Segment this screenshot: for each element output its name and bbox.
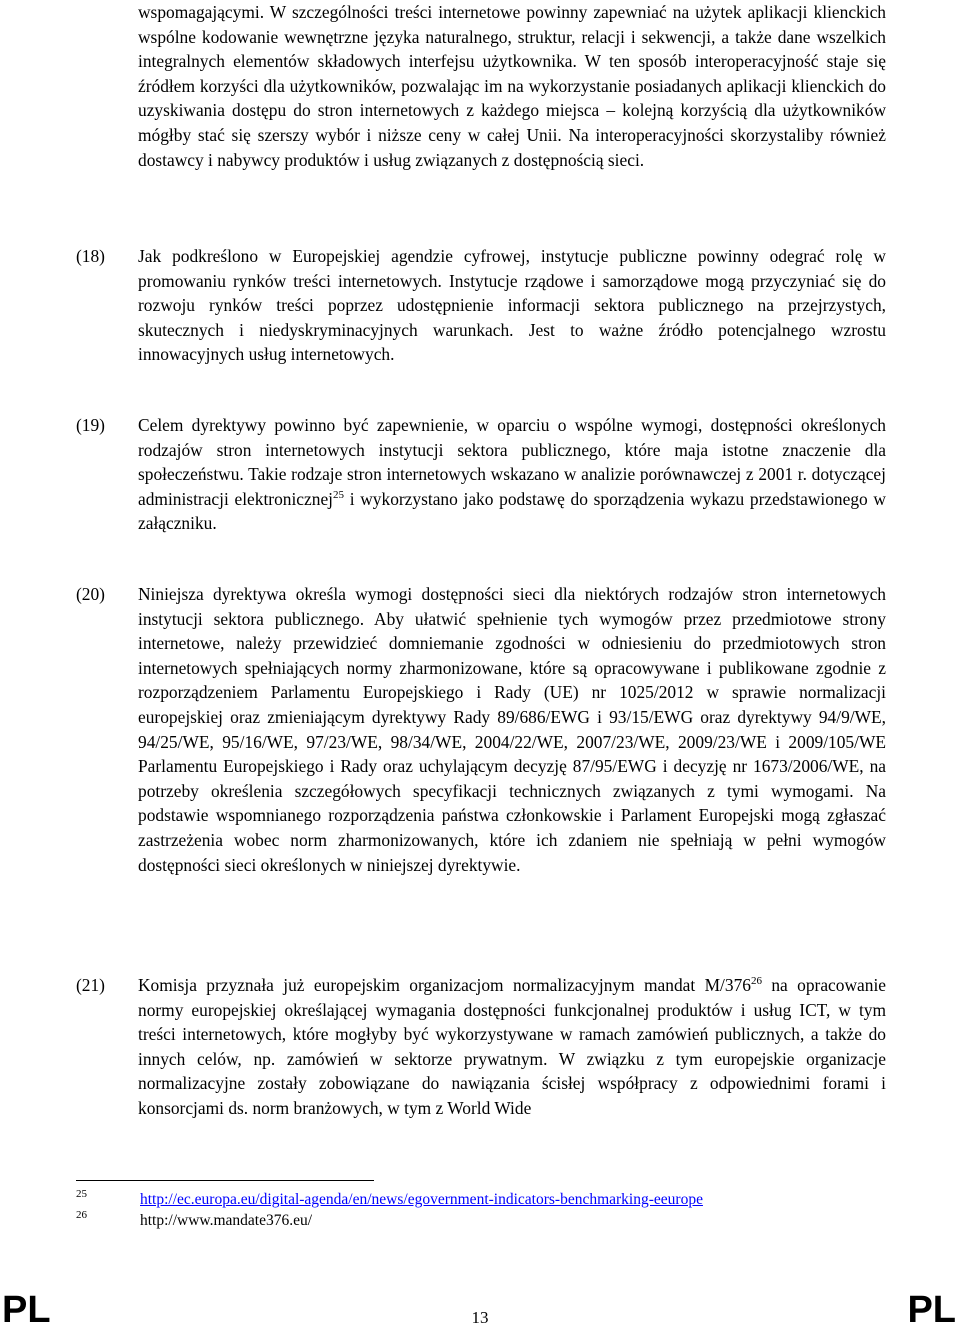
paragraph-number-19: (19) [76, 415, 105, 435]
paragraph-20-text: Niniejsza dyrektywa określa wymogi dostępności sieci dla niektórych rodzajów stron internetowych instytucji sektora publicznego. Aby ułatwić spełnienie tych wymogów przez przedmiotowe strony internetowe, należy przewidzieć domniemanie zgodności w odniesieniu do przedmiotowych stron internetowych spełniających normy zharmonizowane, które są opracowywane i publikowane zgodnie z rozporządzeniem Parlamentu Europejskiego i Rady (UE) nr 1025/2012 w sprawie normalizacji europejskiej oraz zmieniającym dyrektywy Rady 89/686/EWG i 93/15/EWG oraz dyrektywy 94/9/WE, 94/25/WE, 95/16/WE, 97/23/WE, 98/34/WE, 2004/22/WE, 2007/23/WE, 2009/23/WE i 2009/105/WE Parlamentu Europejskiego i Rady oraz uchylającym decyzję 87/95/EWG i decyzję nr 1673/2006/WE, na potrzeby określenia szczegółowych specyfikacji technicznych związanych z tymi wymogami. Na podstawie wspomnianego rozporządzenia państwa członkowskie i Parlament Europejski mogą zgłaszać zastrzeżenia wobec norm zharmonizowanych, które ich zdaniem nie spełniają w pełni wymogów dostępności sieci określonych w niniejszej dyrektywie. [138, 584, 886, 875]
footer-language-left: PL [2, 1289, 51, 1331]
paragraph-19-text-after: i wykorzystano jako podstawę do sporządzenia wykazu przedstawionego w załączniku. [138, 488, 886, 534]
footnote-number-26: 26 [76, 1209, 87, 1221]
paragraph-21-text-before: Komisja przyznała już europejskim organizacjom normalizacyjnym mandat M/376 [138, 975, 751, 995]
paragraph-number-18: (18) [76, 246, 105, 266]
footnote-number-25: 25 [76, 1188, 87, 1200]
footnote-text-26: http://www.mandate376.eu/ [140, 1212, 313, 1229]
footnote-link-25[interactable]: http://ec.europa.eu/digital-agenda/en/news/egovernment-indicators-benchmarking-eeurope [140, 1191, 703, 1208]
footer-language-right: PL [907, 1289, 956, 1331]
paragraph-19-text-before: Celem dyrektywy powinno być zapewnienie, w oparciu o wspólne wymogi, dostępności określonych rodzajów stron internetowych instytucji sektora publicznego, które maja istotne znaczenie dla społeczeństwu. Takie rodzaje stron internetowych wskazano w analizie porównawczej z 2001 r. dotyczącej administracji elektronicznej [138, 415, 886, 509]
paragraph-21-text [138, 973, 886, 1121]
paragraph-19-text [138, 413, 886, 536]
footnote-separator [76, 1180, 374, 1181]
paragraph-number-20: (20) [76, 584, 105, 604]
footnote-ref-25[interactable]: 25 [333, 488, 344, 501]
footnote-ref-26[interactable]: 26 [750, 975, 762, 987]
paragraph-21-text-after: na opracowanie normy europejskiej określającej wymagania dostępności funkcjonalnej produktów i usług ICT, w tym treści internetowych, które mogłyby być wykorzystywane w ramach zamówień publicznych, a także do innych celów, np. zamówień w sektorze prywatnym. W związku z tym europejskie organizacje normalizacyjne zostały zobowiązane do nawiązania ścisłej współpracy z odpowiednimi forami i konsorcjami ds. norm branżowych, w tym z World Wide [138, 975, 886, 1118]
paragraph-18-text: Jak podkreślono w Europejskiej agendzie cyfrowej, instytucje publiczne powinny odegrać rolę w promowaniu rynków treści internetowych. Instytucje rządowe i samorządowe mogą przyczyniać się do rozwoju rynków treści poprzez udostępnienie informacji sektora publicznego na przejrzystych, skutecznych i niedyskryminacyjnych warunkach. Jest to ważne źródło potencjalnego wzrostu innowacyjnych usług internetowych. [138, 246, 886, 365]
paragraph-number-21: (21) [76, 975, 105, 995]
intro-paragraph: wspomagającymi. W szczególności treści internetowe powinny zapewniać na użytek aplikacji klienckich wspólne kodowanie wewnętrzne języka naturalnego, struktur, relacji i sekwencji, a także dane wszelkich integralnych elementów składowych interfejsu użytkownika. W ten sposób interoperacyjność staje się źródłem korzyści dla użytkowników, pozwalając im na wykorzystanie posiadanych aplikacji klienckich do uzyskiwania dostępu do stron internetowych z każdego miejsca – kolejną korzyścią dla użytkowników mógłby stać się szerszy wybór i niższe ceny w całej Unii. Na interoperacyjności skorzystaliby również dostawcy i nabywcy produktów i usług związanych z dostępnością sieci. [138, 2, 886, 170]
page-number: 13 [471, 1308, 489, 1327]
